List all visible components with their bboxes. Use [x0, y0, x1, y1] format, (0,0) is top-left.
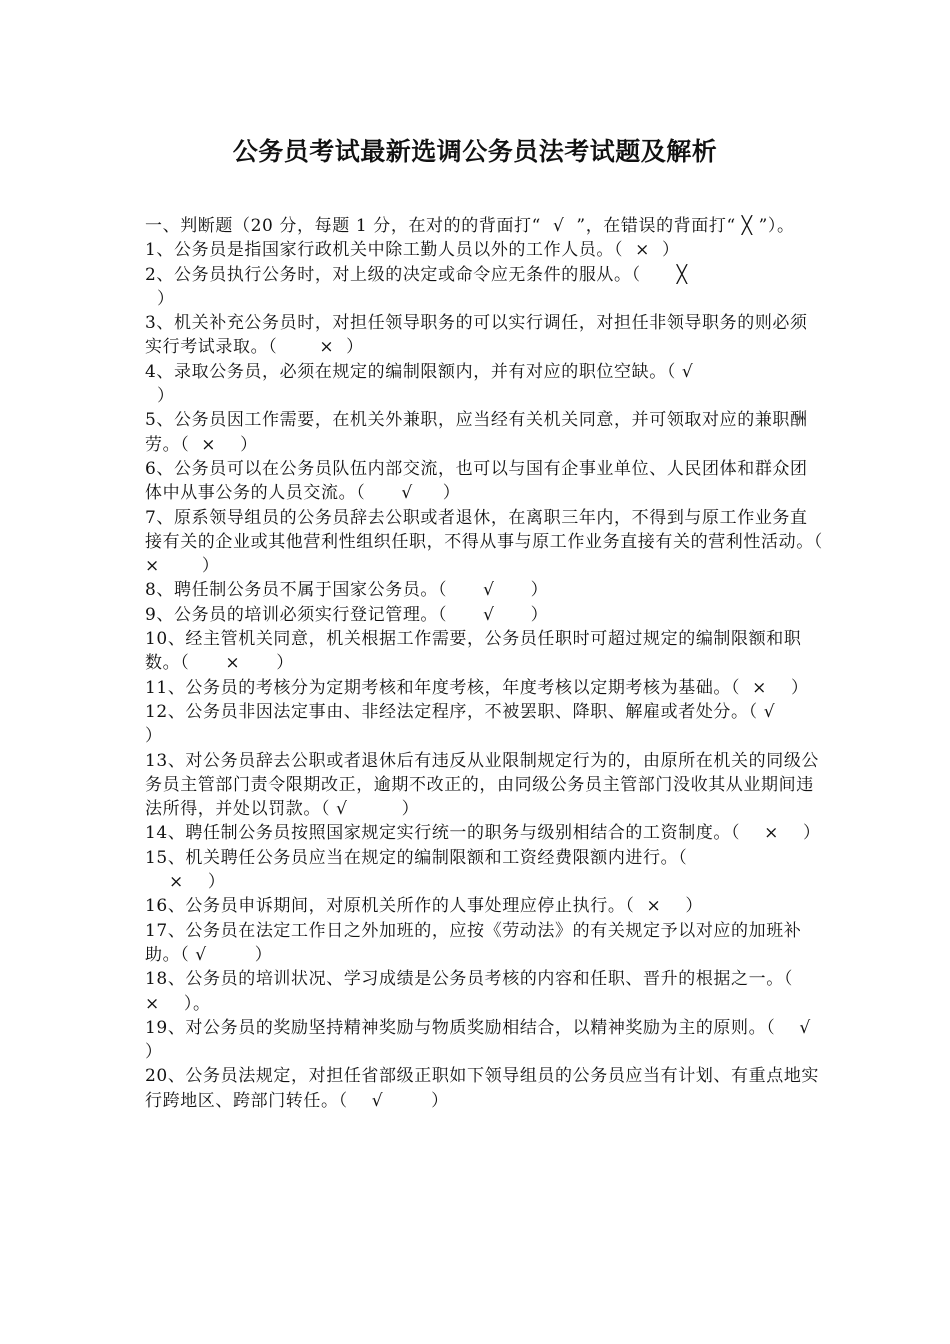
- section-intro: 一、判断题（20 分，每题 1 分，在对的的背面打“ √ ”，在错误的背面打“ ╳ ”）。: [145, 216, 795, 236]
- question-item: 17、公务员在法定工作日之外加班的，应按《劳动法》的有关规定予以对应的加班补助。（ √ ）: [145, 920, 802, 965]
- question-item: 19、对公务员的奖励坚持精神奖励与物质奖励相结合，以精神奖励为主的原则。（ √ ）: [145, 1017, 847, 1063]
- question-item: 15、机关聘任公务员应当在规定的编制限额和工资经费限额内进行。（ × ）: [145, 847, 688, 893]
- question-item: 9、公务员的培训必须实行登记管理。（ √ ）: [145, 604, 549, 625]
- question-item: 11、公务员的考核分为定期考核和年度考核，年度考核以定期考核为基础。（ × ）: [145, 677, 809, 698]
- question-item: 14、聘任制公务员按照国家规定实行统一的职务与级别相结合的工资制度。（ × ）: [145, 823, 821, 844]
- question-item: 2、公务员执行公务时，对上级的决定或命令应无条件的服从。（ ╳ ）: [145, 264, 688, 309]
- question-item: 7、原系领导组员的公务员辞去公职或者退休，在离职三年内，不得到与原工作业务直接有关的企业或其他营利性组织任职，不得从事与原工作业务直接有关的营利性活动。（ × ）: [145, 507, 835, 577]
- question-item: 3、机关补充公务员时，对担任领导职务的可以实行调任，对担任非领导职务的则必须实行考试录取。（ × ）: [145, 313, 808, 358]
- question-item: 13、对公务员辞去公职或者退休后有违反从业限制规定行为的，由原所在机关的同级公务员主管部门责令限期改正，逾期不改正的，由同级公务员主管部门没收其从业期间违法所得，并处以罚款。（ √ ）: [145, 750, 820, 820]
- question-item: 6、公务员可以在公务员队伍内部交流，也可以与国有企事业单位、人民团体和群众团体中从事公务的人员交流。（ √ ）: [145, 458, 808, 504]
- question-item: 1、公务员是指国家行政机关中除工勤人员以外的工作人员。（ × ）: [145, 240, 680, 261]
- question-item: 20、公务员法规定，对担任省部级正职如下领导组员的公务员应当有计划、有重点地实行跨地区、跨部门转任。（ √ ）: [145, 1066, 820, 1111]
- question-item: 4、录取公务员，必须在规定的编制限额内，并有对应的职位空缺。（ √ ）: [145, 361, 694, 407]
- question-item: 8、聘任制公务员不属于国家公务员。（ √ ）: [145, 580, 549, 601]
- question-item: 12、公务员非因法定事由、非经法定程序，不被罢职、降职、解雇或者处分。（ √ ）: [145, 701, 824, 747]
- question-list: [145, 214, 847, 1113]
- question-item: 5、公务员因工作需要，在机关外兼职，应当经有关机关同意，并可领取对应的兼职酬劳。（ × ）: [145, 410, 808, 455]
- question-item: 16、公务员申诉期间，对原机关所作的人事处理应停止执行。（ × ）: [145, 896, 703, 917]
- document-title: 公务员考试最新选调公务员法考试题及解析: [232, 137, 718, 166]
- question-item: 18、公务员的培训状况、学习成绩是公务员考核的内容和任职、晋升的根据之一。（ × ）。: [145, 969, 817, 1014]
- question-item: 10、经主管机关同意，机关根据工作需要，公务员任职时可超过规定的编制限额和职数。（ × ）: [145, 629, 802, 674]
